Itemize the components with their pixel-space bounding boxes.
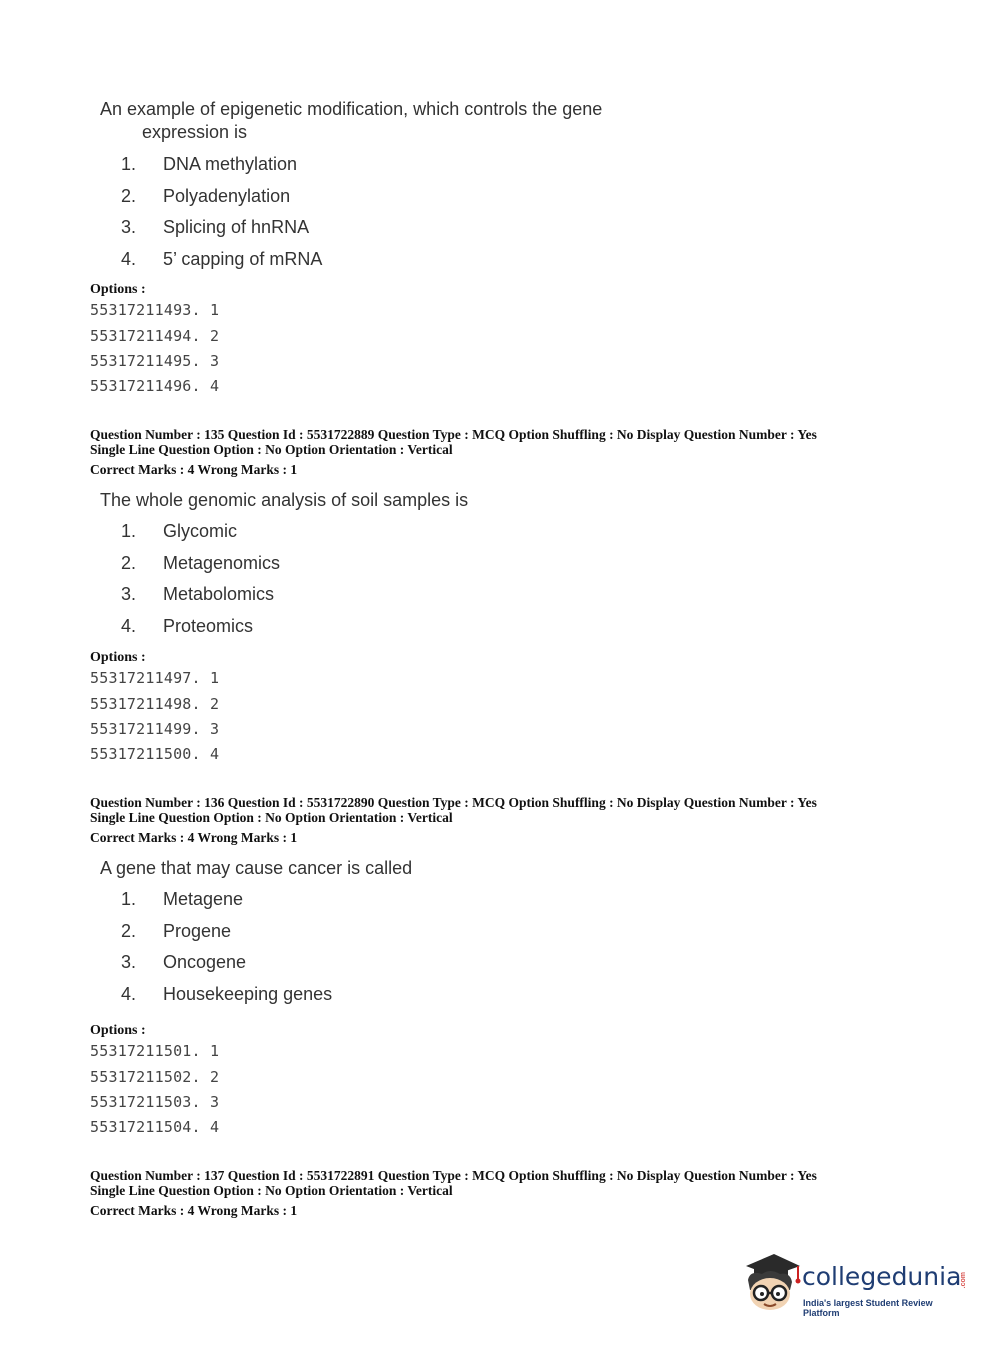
- choice-number: 1.: [121, 521, 137, 541]
- options-label: Options :: [90, 282, 146, 297]
- choice-text: DNA methylation: [163, 154, 298, 174]
- mascot-icon: [740, 1250, 802, 1314]
- question-meta: Question Number : 137 Question Id : 5531722891 Question Type : MCQ Option Shuffling : No Display Question Number : Yes: [90, 1168, 817, 1183]
- choice-number: 1.: [121, 154, 137, 174]
- option-id: 55317211503. 3: [90, 1093, 220, 1111]
- choice-number: 3.: [121, 584, 137, 604]
- option-id: 55317211496. 4: [90, 377, 220, 395]
- question-meta: Question Number : 136 Question Id : 5531722890 Question Type : MCQ Option Shuffling : No Display Question Number : Yes: [90, 795, 817, 810]
- choice-text: Oncogene: [163, 952, 247, 972]
- option-id: 55317211498. 2: [90, 695, 220, 713]
- choice-text: Proteomics: [163, 616, 254, 636]
- options-label: Options :: [90, 650, 146, 665]
- question-marks: Correct Marks : 4 Wrong Marks : 1: [90, 1203, 298, 1218]
- option-id: 55317211497. 1: [90, 669, 220, 687]
- question-marks: Correct Marks : 4 Wrong Marks : 1: [90, 830, 298, 845]
- choice-number: 2.: [121, 186, 137, 206]
- option-id: 55317211501. 1: [90, 1042, 220, 1060]
- choice-text: Metagene: [163, 889, 244, 909]
- option-id: 55317211495. 3: [90, 352, 220, 370]
- logo-com: .com: [960, 1272, 967, 1289]
- option-id: 55317211504. 4: [90, 1118, 220, 1136]
- question-marks: Correct Marks : 4 Wrong Marks : 1: [90, 462, 298, 477]
- question-text: A gene that may cause cancer is called: [100, 858, 413, 878]
- choice-number: 4.: [121, 616, 137, 636]
- choice-number: 4.: [121, 984, 137, 1004]
- option-id: 55317211500. 4: [90, 745, 220, 763]
- question-text: The whole genomic analysis of soil samples is: [100, 490, 469, 510]
- choice-number: 4.: [121, 249, 137, 269]
- choice-number: 2.: [121, 921, 137, 941]
- option-id: 55317211493. 1: [90, 301, 220, 319]
- question-meta: Question Number : 135 Question Id : 5531722889 Question Type : MCQ Option Shuffling : No Display Question Number : Yes: [90, 427, 817, 442]
- choice-text: Polyadenylation: [163, 186, 291, 206]
- choice-number: 1.: [121, 889, 137, 909]
- option-id: 55317211499. 3: [90, 720, 220, 738]
- choice-number: 2.: [121, 553, 137, 573]
- question-meta-line2: Single Line Question Option : No Option Orientation : Vertical: [90, 442, 453, 457]
- question-text: An example of epigenetic modification, which controls the gene: [100, 99, 603, 119]
- logo-name: collegedunia: [802, 1262, 962, 1291]
- choice-number: 3.: [121, 952, 137, 972]
- choice-text: Metagenomics: [163, 553, 281, 573]
- choice-number: 3.: [121, 217, 137, 237]
- logo-tagline: India's largest Student Review Platform: [803, 1298, 933, 1318]
- question-meta-line2: Single Line Question Option : No Option Orientation : Vertical: [90, 810, 453, 825]
- choice-text: Housekeeping genes: [163, 984, 333, 1004]
- choice-text: Progene: [163, 921, 232, 941]
- question-meta-line2: Single Line Question Option : No Option Orientation : Vertical: [90, 1183, 453, 1198]
- collegedunia-logo[interactable]: [740, 1250, 970, 1320]
- choice-text: 5’ capping of mRNA: [163, 249, 323, 269]
- choice-text: Glycomic: [163, 521, 238, 541]
- option-id: 55317211502. 2: [90, 1068, 220, 1086]
- options-label: Options :: [90, 1023, 146, 1038]
- question-text-cont: expression is: [142, 122, 248, 142]
- option-id: 55317211494. 2: [90, 327, 220, 345]
- choice-text: Metabolomics: [163, 584, 275, 604]
- choice-text: Splicing of hnRNA: [163, 217, 310, 237]
